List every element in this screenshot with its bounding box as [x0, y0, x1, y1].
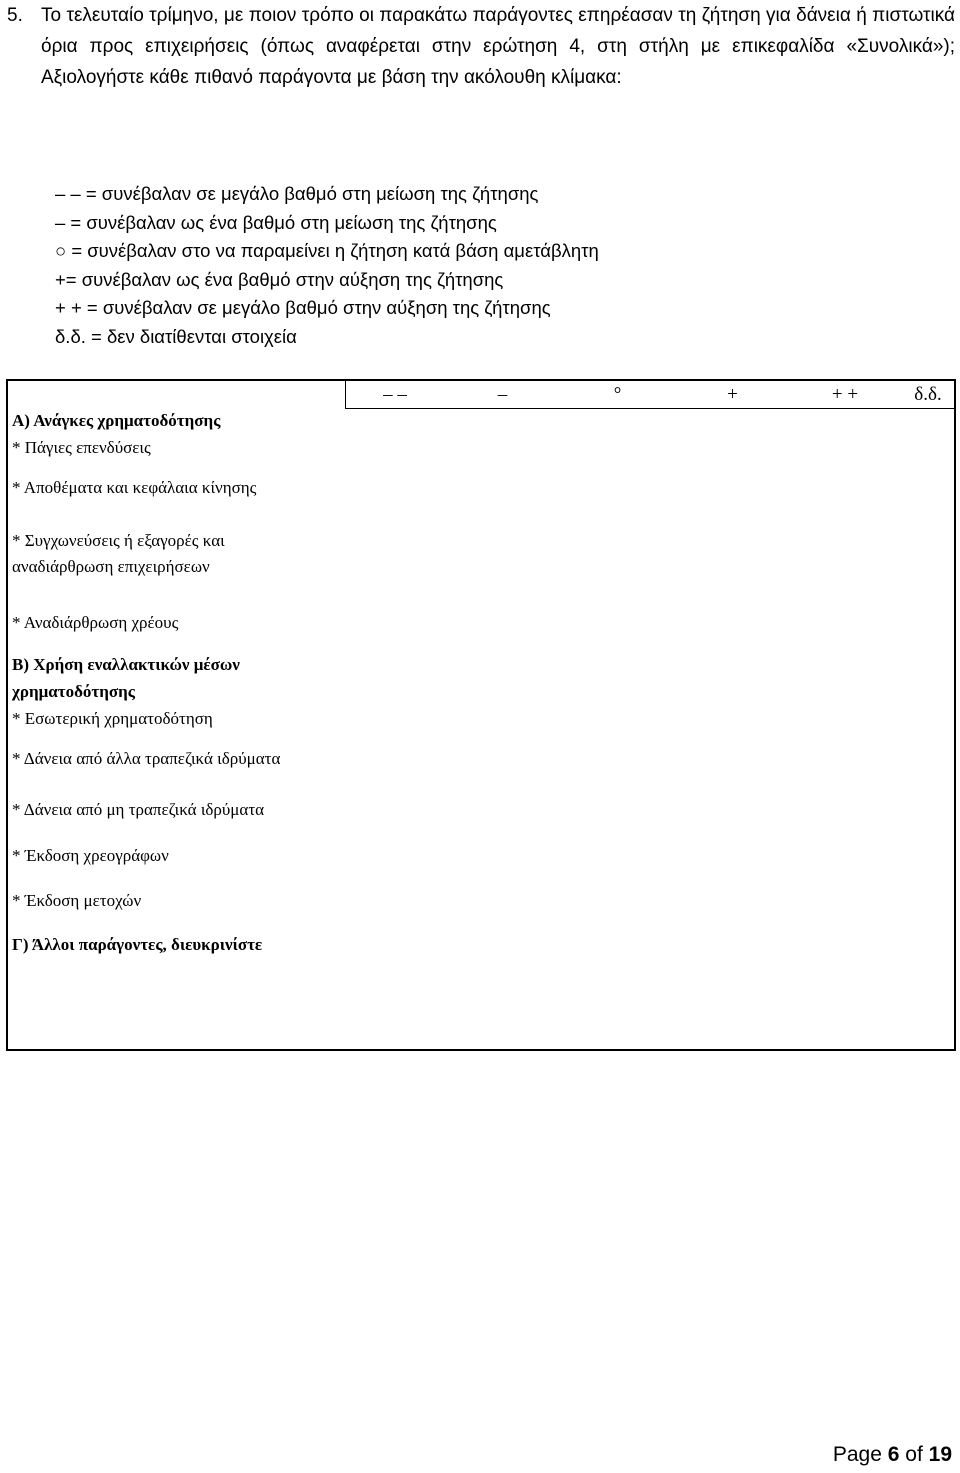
of-word: of: [905, 1443, 923, 1466]
column-header-strong-decrease: – –: [383, 384, 407, 405]
question-block: [7, 0, 955, 93]
row-equity-issuance: * Έκδοση μετοχών: [12, 891, 142, 910]
section-a-heading: Α) Ανάγκες χρηματοδότησης: [12, 411, 221, 430]
table-header: [345, 381, 954, 408]
section-b-heading-cont: χρηματοδότησης: [12, 682, 135, 701]
page-word: Page: [832, 1443, 882, 1466]
column-header-strong-increase: + +: [831, 384, 859, 405]
row-debt-securities: * Έκδοση χρεογράφων: [12, 846, 169, 865]
scale-item-not-available: δ.δ. = δεν διατίθενται στοιχεία: [55, 325, 297, 347]
row-mergers-acquisitions: * Συγχωνεύσεις ή εξαγορές και: [12, 531, 225, 550]
scale-item-decrease: – = συνέβαλαν ως ένα βαθμό στη μείωση της ζήτησης: [55, 211, 497, 233]
row-inventories-working-capital: * Αποθέματα και κεφάλαια κίνησης: [12, 478, 257, 497]
question-text: Το τελευταίο τρίμηνο, με ποιον τρόπο οι παρακάτω παράγοντες επηρέασαν τη ζήτηση για δάνεια ή πιστωτικά όρια προς επιχειρήσεις (όπως αναφέρεται στην ερώτηση 4, στη στήλη με επικεφαλίδα «Συνολικά»); Αξιολογήστε κάθε πιθανό παράγοντα με βάση την ακόλουθη κλίμακα:: [41, 5, 955, 88]
scale-item-unchanged: ○ = συνέβαλαν στο να παραμείνει η ζήτηση κατά βάση αμετάβλητη: [55, 240, 599, 261]
page-total: 19: [928, 1443, 952, 1466]
page-number: 6: [887, 1443, 900, 1466]
scale-item-increase: += συνέβαλαν ως ένα βαθμό στην αύξηση της ζήτησης: [55, 268, 504, 290]
section-b-heading: Β) Χρήση εναλλακτικών μέσων: [12, 655, 240, 674]
column-header-not-available: δ.δ.: [914, 384, 942, 405]
rating-scale-legend: [55, 180, 599, 351]
section-c-heading: Γ) Άλλοι παράγοντες, διευκρινίστε: [12, 935, 263, 954]
row-loans-non-banks: * Δάνεια από μη τραπεζικά ιδρύματα: [12, 800, 265, 819]
row-mergers-acquisitions-cont: αναδιάρθρωση επιχειρήσεων: [12, 557, 210, 576]
row-debt-restructuring: * Αναδιάρθρωση χρέους: [12, 613, 179, 632]
row-fixed-investment: * Πάγιες επενδύσεις: [12, 438, 151, 457]
scale-item-strong-increase: + + = συνέβαλαν σε μεγάλο βαθμό στην αύξηση της ζήτησης: [55, 297, 551, 318]
header-divider-horizontal: [345, 408, 954, 409]
column-header-increase: +: [727, 384, 738, 405]
rating-table: [6, 379, 956, 1051]
column-header-decrease: –: [497, 384, 508, 405]
page-footer: [833, 1443, 952, 1467]
row-internal-financing: * Εσωτερική χρηματοδότηση: [12, 709, 213, 728]
column-header-unchanged: °: [613, 384, 622, 405]
row-loans-other-banks: * Δάνεια από άλλα τραπεζικά ιδρύματα: [12, 749, 281, 768]
question-number: 5.: [7, 5, 23, 26]
scale-item-strong-decrease: – – = συνέβαλαν σε μεγάλο βαθμό στη μείωση της ζήτησης: [55, 183, 539, 204]
